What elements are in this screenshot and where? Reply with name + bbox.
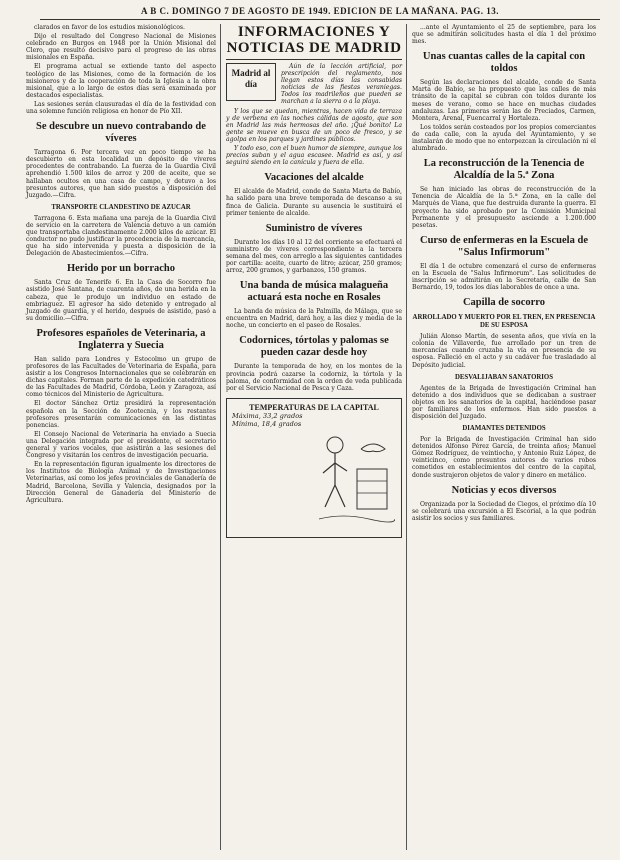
paragraph: Según las declaraciones del alcalde, conde de Santa Marta de Babío, se ha propuesto que las calles de más tránsito de la capital se cubran con toldos durante los meses de verano, como se hace en muchas ciudades andaluzas. Las primeras serán las de Preciados, Carmen, Montera, Arenal, Fuencarral y Hortaleza.	[412, 79, 596, 122]
headline: Capilla de socorro	[462, 297, 546, 309]
paragraph: Durante la temporada de hoy, en los montes de la provincia podrá cazarse la codorniz, la tórtola y la paloma, de conformidad con la orden de veda publicada por el Servicio Nacional de Pesca y Caza.	[226, 363, 402, 392]
headline: Suministro de víveres	[265, 222, 363, 234]
paragraph: Agentes de la Brigada de Investigación Criminal han detenido a dos individuos que se dedicaban a sustraer objetos en los sanatorios de la capital, haciéndose pasar por familiares de los enfermos. Han sido puestos a disposición del Juzgado.	[412, 384, 596, 420]
paragraph: En la representación figuran igualmente los directores de los Institutos de Biología Animal y de Investigaciones Veterinarias, así como los jefes provinciales de Ganadería de Madrid, Barcelona, Sevilla y Valencia, designados por la Dirección General de Ganadería del Ministerio de Agricultura.	[26, 461, 216, 504]
paragraph: El Consejo Nacional de Veterinaria ha enviado a Suecia una Delegación integrada por el presidente, el secretario general y varios vocales, que asistirán a las sesiones del Congreso y visitarán los centros de investigación pecuaria.	[26, 430, 216, 460]
paragraph: Tarragona 6. Esta mañana una pareja de la Guardia Civil de servicio en la carretera de Valencia detuvo a un camión que transportaba clandestinamente 2.000 kilos de azúcar. El conductor no pudo justificar la procedencia de la mercancía, que ha sido intervenida y puesta a disposición de la Delegación de Abastecimientos.—Cifra.	[26, 214, 216, 258]
paragraph: Los toldos serán costeados por los propios comerciantes de cada calle, con la ayuda del Ayuntamiento, y se instalarán de modo que no entorpezcan la circulación ni el alumbrado.	[412, 123, 596, 153]
paragraph: La banda de música de la Palmilla, de Málaga, que se encuentra en Madrid, dará hoy, a las diez y media de la noche, un concierto en el paseo de Rosales.	[226, 308, 402, 330]
paragraph: El alcalde de Madrid, conde de Santa Marta de Babío, ha salido para una breve temporada de descanso a su finca de Galicia. Durante su ausencia le sustituirá el primer teniente de alcalde.	[226, 188, 402, 217]
temperature-box	[226, 398, 402, 538]
paragraph: Julián Alonso Martín, de sesenta años, que vivía en la colonia de Villaverde, fue arrollado por un tren de mercancías cuando cruzaba la vía en presencia de su esposa. Falleció en el acto y su cadáver fue trasladado al Depósito judicial.	[412, 333, 596, 369]
paragraph: Tarragona 6. Por tercera vez en poco tiempo se ha descubierto en esta localidad un depósito de víveres procedentes de contrabando. La fuerza de la Guardia Civil aprehendió 1.500 kilos de arroz y 200 de aceite, que se hallaban ocultos en una casa de campo, y detuvo a los presuntos autores, que han sido puestos a disposición del Juzgado.—Cifra.	[26, 149, 216, 199]
column-left	[26, 24, 216, 506]
subheadline: DIAMANTES DETENIDOS	[462, 425, 546, 433]
temperature-max: Máxima, 33,2 grados	[232, 411, 303, 420]
headline: Se descubre un nuevo contrabando de víveres	[36, 121, 206, 145]
headline: Curso de enfermeras en la Escuela de "Salus Infirmorum"	[420, 234, 588, 258]
headline: Herido por un borracho	[66, 263, 176, 275]
paragraph: Se han iniciado las obras de reconstrucción de la Tenencia de Alcaldía de la 5.ª Zona, en la calle del Marqués de Viana, que fue destruida durante la guerra. El proyecto ha sido aprobado por la Comisión Municipal Permanente y el presupuesto asciende a 1.200.000 pesetas.	[412, 186, 596, 229]
paragraph: Organizada por la Sociedad de Ciegos, el próximo día 10 se celebrará una excursión a El Escorial, a la que podrán asistir los socios y sus familiares.	[412, 500, 596, 522]
column-rule	[406, 24, 407, 850]
column-right	[412, 24, 596, 524]
paragraph: Y los que se quedan, mientras, hacen vida de terraza y de verbena en las noches cálidas de agosto, que son en Madrid las más hermosas del año. ¡Qué bonito! La gente se mueve en busca de un poco de fresco, y se agolpa en los parques y jardines públicos.	[226, 107, 402, 143]
paragraph: El doctor Sánchez Ortiz presidirá la representación española en la Sección de Zootecnia, y los restantes profesores presentarán comunicaciones en las distintas ponencias.	[26, 400, 216, 429]
paragraph: clarados en favor de los estudios misionológicos.	[34, 24, 185, 31]
paragraph: Las sesiones serán clausuradas el día de la festividad con una solemne función religiosa en honor de Pío XII.	[26, 100, 216, 116]
paragraph: Han salido para Londres y Estocolmo un grupo de profesores de las Facultades de Veterinaria de España, para asistir a los Congresos Internacionales que se celebrarán en dichas capitales. Forman parte de la expedición catedráticos de las Facultades de Madrid, Córdoba, León y Zaragoza, así como técnicos del Ministerio de Agricultura.	[26, 355, 216, 399]
lead-block	[226, 63, 402, 108]
section-masthead: INFORMACIONES Y NOTICIAS DE MADRID	[226, 24, 402, 60]
paragraph: Durante los días 10 al 12 del corriente se efectuará el suministro de víveres correspondiente a la tercera semana del mes, con arreglo a las siguientes cantidades por cartilla: aceite, cuarto de litro; azúcar, 250 gramos; arroz, 200 gramos, y garbanzos, 150 gramos.	[226, 238, 402, 275]
paragraph: Santa Cruz de Tenerife 6. En la Casa de Socorro fue asistido José Santana, de cuarenta años, de una herida en la cabeza, que le produjo un individuo en estado de embriaguez. El agresor ha sido detenido y entregado al Juzgado de guardia, y el herido, después de asistido, pasó a su domicilio.—Cifra.	[26, 279, 216, 322]
headline: Una banda de música malagueña actuará esta noche en Rosales	[239, 280, 389, 304]
paragraph: ...ante el Ayuntamiento el 25 de septiembre, para los que se admitirán solicitudes hasta el día 1 del próximo mes.	[412, 24, 596, 46]
paragraph: Por la Brigada de Investigación Criminal han sido detenidos Alfonso Pérez García, de treinta años; Manuel Gómez Rodríguez, de veintiocho, y Antonio Ruiz López, de veinticinco, como presuntos autores de varios robos cometidos en establecimientos del centro de la capital, donde sustrajeron objetos de valor y dinero en metálico.	[412, 436, 596, 479]
subheadline: DESVALIJABAN SANATORIOS	[454, 373, 554, 381]
column-center	[226, 24, 402, 538]
paragraph: Aún de la lección artificial, por prescripción del reglamento, nos llegan estos días las consabidas noticias de las fiestas veraniegas. Todos los madrileños que pueden se marchan a la sierra o a la playa.	[281, 63, 402, 106]
column-rule	[220, 24, 221, 850]
subheadline: ARROLLADO Y MUERTO POR EL TREN, EN PRESENCIA DE SU ESPOSA	[412, 314, 596, 330]
headline: Vacaciones del alcalde	[264, 172, 364, 184]
headline: Unas cuantas calles de la capital con toldos	[422, 51, 586, 75]
subheadline: TRANSPORTE CLANDESTINO DE AZUCAR	[51, 203, 191, 211]
page-header: A B C. DOMINGO 7 DE AGOSTO DE 1949. EDICION DE LA MAÑANA. PAG. 13.	[40, 6, 600, 20]
headline: Profesores españoles de Veterinaria, a Inglaterra y Suecia	[36, 327, 206, 351]
headline: Codornices, tórtolas y palomas se pueden cazar desde hoy	[239, 335, 389, 359]
heat-cartoon-illustration	[313, 429, 395, 525]
paragraph: El programa actual se extiende tanto del aspecto teológico de las Misiones, como de la formación de los misioneros y de la cooperación de toda la Iglesia a la obra misional, que a lo largo de estos días será examinada por destacados especialistas.	[26, 63, 216, 99]
paragraph: Dijo el resultado del Congreso Nacional de Misiones celebrado en Burgos en 1948 por la Unión Misional del Clero, que resultó decisivo para el progreso de las obras misionales en España.	[26, 33, 216, 62]
headline: Noticias y ecos diversos	[451, 484, 557, 496]
headline: La reconstrucción de la Tenencia de Alcaldía de la 5.ª Zona	[423, 158, 585, 182]
lead-text	[281, 63, 402, 108]
madrid-al-dia-box: Madrid al día	[226, 63, 276, 101]
paragraph: El día 1 de octubre comenzará el curso de enfermeras en la Escuela de "Salus Infirmorum". Las solicitudes de inscripción se admitirán en la Secretaría, calle de San Bernardo, 19, todos los días laborables de once a una.	[412, 262, 596, 292]
paragraph: Y todo eso, con el buen humor de siempre, aunque los precios suban y el agua escasee. Madrid es así, y así seguirá siendo en la canícula y fuera de ella.	[226, 145, 402, 167]
temperature-min: Mínima, 18,4 grados	[232, 419, 302, 428]
temperature-title: TEMPERATURAS DE LA CAPITAL	[249, 402, 379, 412]
